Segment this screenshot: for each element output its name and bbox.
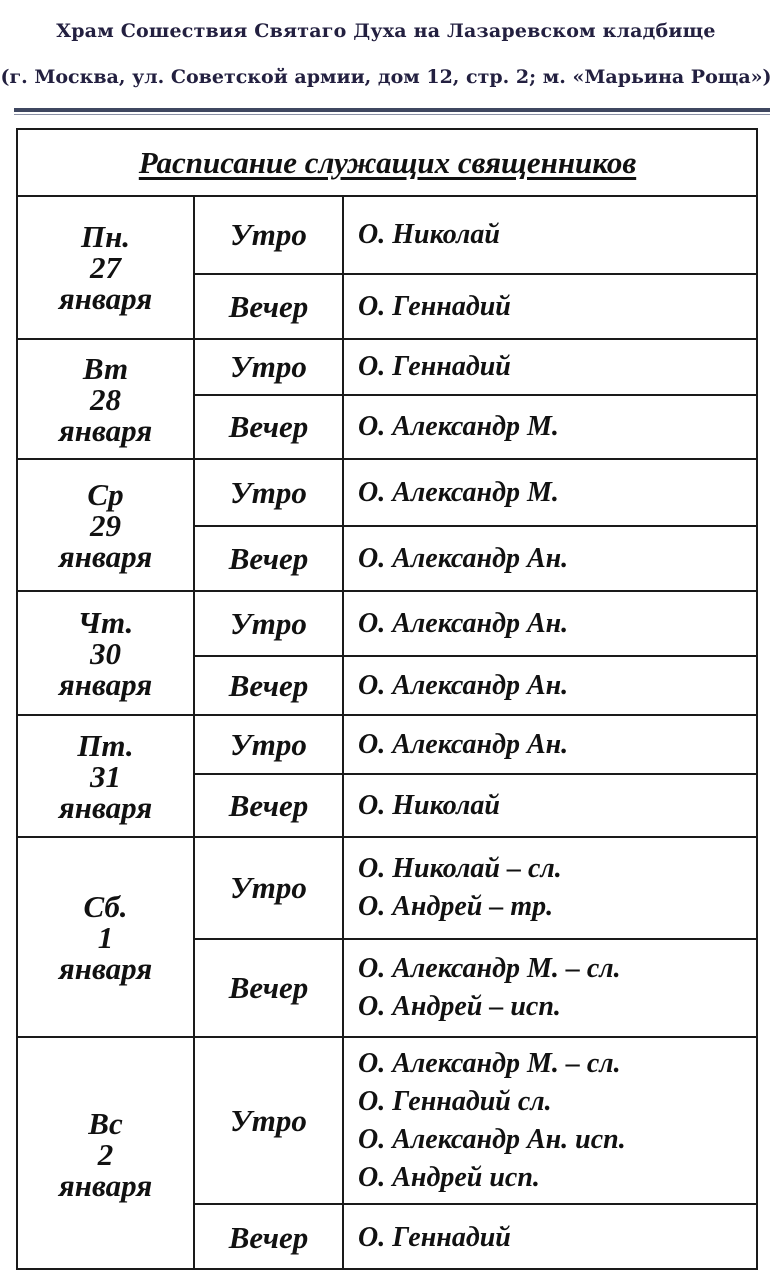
day-dow: Чт. <box>77 604 134 640</box>
morning-priests <box>344 592 756 655</box>
day-month: января <box>58 281 153 316</box>
day-dow: Вт <box>82 350 129 386</box>
church-name: Храм Сошествия Святаго Духа на Лазаревском кладбище <box>56 20 716 42</box>
day-month: января <box>58 950 153 986</box>
evening-priests <box>344 527 756 590</box>
evening-priests <box>344 657 756 714</box>
day-date: 1 <box>97 919 114 955</box>
row-divider-morning-evening <box>193 1203 758 1205</box>
day-date: 29 <box>90 507 121 543</box>
day-date: 30 <box>90 635 121 671</box>
morning-priests <box>344 460 756 525</box>
evening-label: Вечер <box>228 970 309 1005</box>
day-month: января <box>58 412 153 448</box>
day-cell <box>18 340 193 458</box>
row-divider-morning-evening <box>193 655 758 657</box>
day-cell <box>18 197 193 338</box>
morning-label: Утро <box>230 217 307 252</box>
schedule-title: Расписание служащих священников <box>138 145 637 180</box>
evening-label: Вечер <box>228 540 309 576</box>
day-date: 2 <box>97 1136 114 1172</box>
morning-label: Утро <box>230 726 307 762</box>
day-dow: Сб. <box>83 888 128 924</box>
morning-priests <box>344 340 756 394</box>
row-divider-morning-evening <box>193 273 758 275</box>
priest-name: О. Андрей – исп. <box>358 991 561 1022</box>
priest-name: О. Андрей – тр. <box>358 891 554 922</box>
evening-label: Вечер <box>228 1219 309 1255</box>
morning-label: Утро <box>230 474 307 510</box>
header-divider-thin <box>14 114 770 115</box>
day-date: 28 <box>90 381 121 417</box>
day-date: 27 <box>90 250 121 285</box>
priest-name: О. Геннадий <box>358 290 511 322</box>
row-divider-morning-evening <box>193 525 758 527</box>
day-cell <box>18 460 193 590</box>
priest-name: О. Геннадий <box>358 1221 511 1253</box>
day-month: января <box>58 1167 153 1203</box>
row-divider-morning-evening <box>193 938 758 940</box>
morning-priests <box>344 838 756 938</box>
morning-label: Утро <box>230 605 307 641</box>
day-date: 31 <box>90 758 121 794</box>
priest-name: О. Александр Ан. <box>358 669 569 701</box>
morning-label: Утро <box>230 870 307 905</box>
priest-name: О. Александр Ан. <box>358 542 569 574</box>
priest-name: О. Александр М. – сл. <box>358 1047 621 1079</box>
priest-name: О. Геннадий <box>358 351 511 382</box>
priest-name: О. Николай <box>358 219 500 250</box>
evening-label: Вечер <box>228 667 309 703</box>
priest-name: О. Александр Ан. <box>358 607 569 639</box>
morning-priests <box>344 716 756 773</box>
header-divider <box>14 108 770 112</box>
day-dow: Пн. <box>80 219 131 254</box>
day-dow: Пт. <box>77 727 134 763</box>
morning-label: Утро <box>230 349 307 384</box>
priest-name: О. Геннадий сл. <box>358 1085 552 1117</box>
priest-name: О. Николай – сл. <box>358 853 562 884</box>
evening-priests <box>344 275 756 338</box>
evening-priests <box>344 1205 756 1270</box>
priest-name: О. Александр М. <box>358 476 559 508</box>
day-month: января <box>58 538 153 574</box>
priest-name: О. Александр М. <box>358 411 559 442</box>
day-cell <box>18 1038 193 1270</box>
morning-priests <box>344 1038 756 1203</box>
day-cell <box>18 716 193 836</box>
priest-name: О. Александр Ан. <box>358 728 569 760</box>
priest-name: О. Николай <box>358 789 500 821</box>
day-cell <box>18 592 193 714</box>
morning-priests <box>344 197 756 273</box>
morning-label: Утро <box>230 1102 307 1138</box>
row-divider-morning-evening <box>193 773 758 775</box>
evening-priests <box>344 396 756 458</box>
day-dow: Вс <box>88 1105 123 1141</box>
church-address: (г. Москва, ул. Советской армии, дом 12, стр. 2; м. «Марьина Роща») <box>0 66 772 88</box>
day-month: января <box>58 789 153 825</box>
evening-priests <box>344 940 756 1036</box>
evening-priests <box>344 775 756 836</box>
priest-name: О. Андрей исп. <box>358 1161 540 1193</box>
evening-label: Вечер <box>228 409 309 444</box>
row-divider-morning-evening <box>193 394 758 396</box>
evening-label: Вечер <box>228 787 309 823</box>
priest-name: О. Александр Ан. исп. <box>358 1123 626 1155</box>
priest-name: О. Александр М. – сл. <box>358 953 621 984</box>
day-cell <box>18 838 193 1036</box>
day-month: января <box>58 666 153 702</box>
day-dow: Ср <box>87 476 124 512</box>
evening-label: Вечер <box>228 288 309 324</box>
